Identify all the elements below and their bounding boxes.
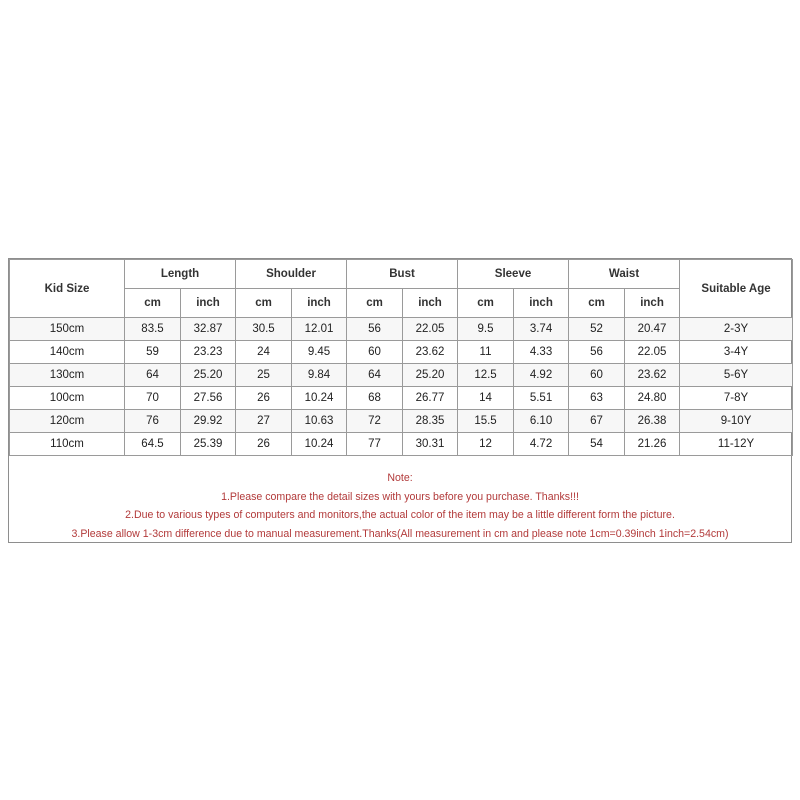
- age-cell: 9-10Y: [680, 410, 793, 433]
- size-cell: 120cm: [10, 410, 125, 433]
- shoulder-inch-cell: 10.24: [292, 433, 347, 456]
- header-waist: Waist: [569, 260, 680, 289]
- waist-inch-cell: 23.62: [625, 364, 680, 387]
- header-length: Length: [125, 260, 236, 289]
- waist-inch-cell: 20.47: [625, 318, 680, 341]
- table-row: [10, 364, 793, 387]
- shoulder-cm-cell: 25: [236, 364, 292, 387]
- shoulder-inch-cell: 12.01: [292, 318, 347, 341]
- shoulder-cm-cell: 30.5: [236, 318, 292, 341]
- length-inch-cell: 25.39: [181, 433, 236, 456]
- bust-inch-cell: 22.05: [403, 318, 458, 341]
- header-kid-size: Kid Size: [10, 260, 125, 318]
- waist-inch-cell: 24.80: [625, 387, 680, 410]
- waist-inch-cell: 26.38: [625, 410, 680, 433]
- age-cell: 5-6Y: [680, 364, 793, 387]
- table-row: [10, 387, 793, 410]
- waist-cm-cell: 52: [569, 318, 625, 341]
- sleeve-inch-cell: 3.74: [514, 318, 569, 341]
- table-row: [10, 318, 793, 341]
- bust-inch-cell: 30.31: [403, 433, 458, 456]
- length-inch-cell: 23.23: [181, 341, 236, 364]
- length-cm-cell: 76: [125, 410, 181, 433]
- bust-cm-cell: 72: [347, 410, 403, 433]
- bust-inch-cell: 28.35: [403, 410, 458, 433]
- waist-inch-cell: 21.26: [625, 433, 680, 456]
- age-cell: 3-4Y: [680, 341, 793, 364]
- sleeve-inch-cell: 4.33: [514, 341, 569, 364]
- length-cm-cell: 59: [125, 341, 181, 364]
- header-shoulder: Shoulder: [236, 260, 347, 289]
- bust-cm-cell: 77: [347, 433, 403, 456]
- unit-cm-header: cm: [569, 289, 625, 318]
- length-inch-cell: 32.87: [181, 318, 236, 341]
- bust-cm-cell: 68: [347, 387, 403, 410]
- size-cell: 110cm: [10, 433, 125, 456]
- table-row: [10, 341, 793, 364]
- bust-inch-cell: 25.20: [403, 364, 458, 387]
- unit-inch-header: inch: [514, 289, 569, 318]
- unit-cm-header: cm: [125, 289, 181, 318]
- size-chart: [8, 258, 792, 543]
- bust-cm-cell: 60: [347, 341, 403, 364]
- sleeve-cm-cell: 9.5: [458, 318, 514, 341]
- length-inch-cell: 25.20: [181, 364, 236, 387]
- size-table: [9, 259, 793, 456]
- length-inch-cell: 27.56: [181, 387, 236, 410]
- length-cm-cell: 64: [125, 364, 181, 387]
- unit-cm-header: cm: [236, 289, 292, 318]
- waist-cm-cell: 56: [569, 341, 625, 364]
- unit-inch-header: inch: [292, 289, 347, 318]
- note-line-3: 3.Please allow 1-3cm difference due to manual measurement.Thanks(All measurement in cm and please note 1cm=0.39inch 1inch=2.54cm): [71, 527, 729, 540]
- bust-cm-cell: 64: [347, 364, 403, 387]
- header-sleeve: Sleeve: [458, 260, 569, 289]
- sleeve-inch-cell: 4.92: [514, 364, 569, 387]
- length-cm-cell: 70: [125, 387, 181, 410]
- header-suitable-age: Suitable Age: [680, 260, 793, 318]
- waist-cm-cell: 63: [569, 387, 625, 410]
- waist-cm-cell: 67: [569, 410, 625, 433]
- shoulder-cm-cell: 26: [236, 433, 292, 456]
- unit-inch-header: inch: [403, 289, 458, 318]
- waist-cm-cell: 60: [569, 364, 625, 387]
- bust-inch-cell: 26.77: [403, 387, 458, 410]
- sleeve-inch-cell: 6.10: [514, 410, 569, 433]
- bust-cm-cell: 56: [347, 318, 403, 341]
- shoulder-inch-cell: 10.24: [292, 387, 347, 410]
- size-cell: 130cm: [10, 364, 125, 387]
- bust-inch-cell: 23.62: [403, 341, 458, 364]
- sleeve-cm-cell: 12.5: [458, 364, 514, 387]
- shoulder-inch-cell: 9.45: [292, 341, 347, 364]
- age-cell: 11-12Y: [680, 433, 793, 456]
- sleeve-cm-cell: 12: [458, 433, 514, 456]
- unit-inch-header: inch: [181, 289, 236, 318]
- length-cm-cell: 83.5: [125, 318, 181, 341]
- note-title: Note:: [387, 472, 413, 484]
- age-cell: 2-3Y: [680, 318, 793, 341]
- sleeve-cm-cell: 14: [458, 387, 514, 410]
- shoulder-cm-cell: 24: [236, 341, 292, 364]
- unit-cm-header: cm: [458, 289, 514, 318]
- sleeve-cm-cell: 15.5: [458, 410, 514, 433]
- age-cell: 7-8Y: [680, 387, 793, 410]
- unit-inch-header: inch: [625, 289, 680, 318]
- notes-section: [9, 469, 791, 543]
- shoulder-inch-cell: 10.63: [292, 410, 347, 433]
- unit-header-row: [10, 289, 793, 318]
- shoulder-cm-cell: 26: [236, 387, 292, 410]
- waist-cm-cell: 54: [569, 433, 625, 456]
- header-bust: Bust: [347, 260, 458, 289]
- shoulder-cm-cell: 27: [236, 410, 292, 433]
- sleeve-inch-cell: 4.72: [514, 433, 569, 456]
- sleeve-cm-cell: 11: [458, 341, 514, 364]
- size-cell: 150cm: [10, 318, 125, 341]
- table-row: [10, 410, 793, 433]
- note-line-2: 2.Due to various types of computers and monitors,the actual color of the item may be a little different form the picture.: [125, 509, 675, 521]
- shoulder-inch-cell: 9.84: [292, 364, 347, 387]
- table-row: [10, 433, 793, 456]
- size-cell: 100cm: [10, 387, 125, 410]
- note-line-1: 1.Please compare the detail sizes with yours before you purchase. Thanks!!!: [221, 490, 579, 503]
- unit-cm-header: cm: [347, 289, 403, 318]
- waist-inch-cell: 22.05: [625, 341, 680, 364]
- length-inch-cell: 29.92: [181, 410, 236, 433]
- size-cell: 140cm: [10, 341, 125, 364]
- length-cm-cell: 64.5: [125, 433, 181, 456]
- sleeve-inch-cell: 5.51: [514, 387, 569, 410]
